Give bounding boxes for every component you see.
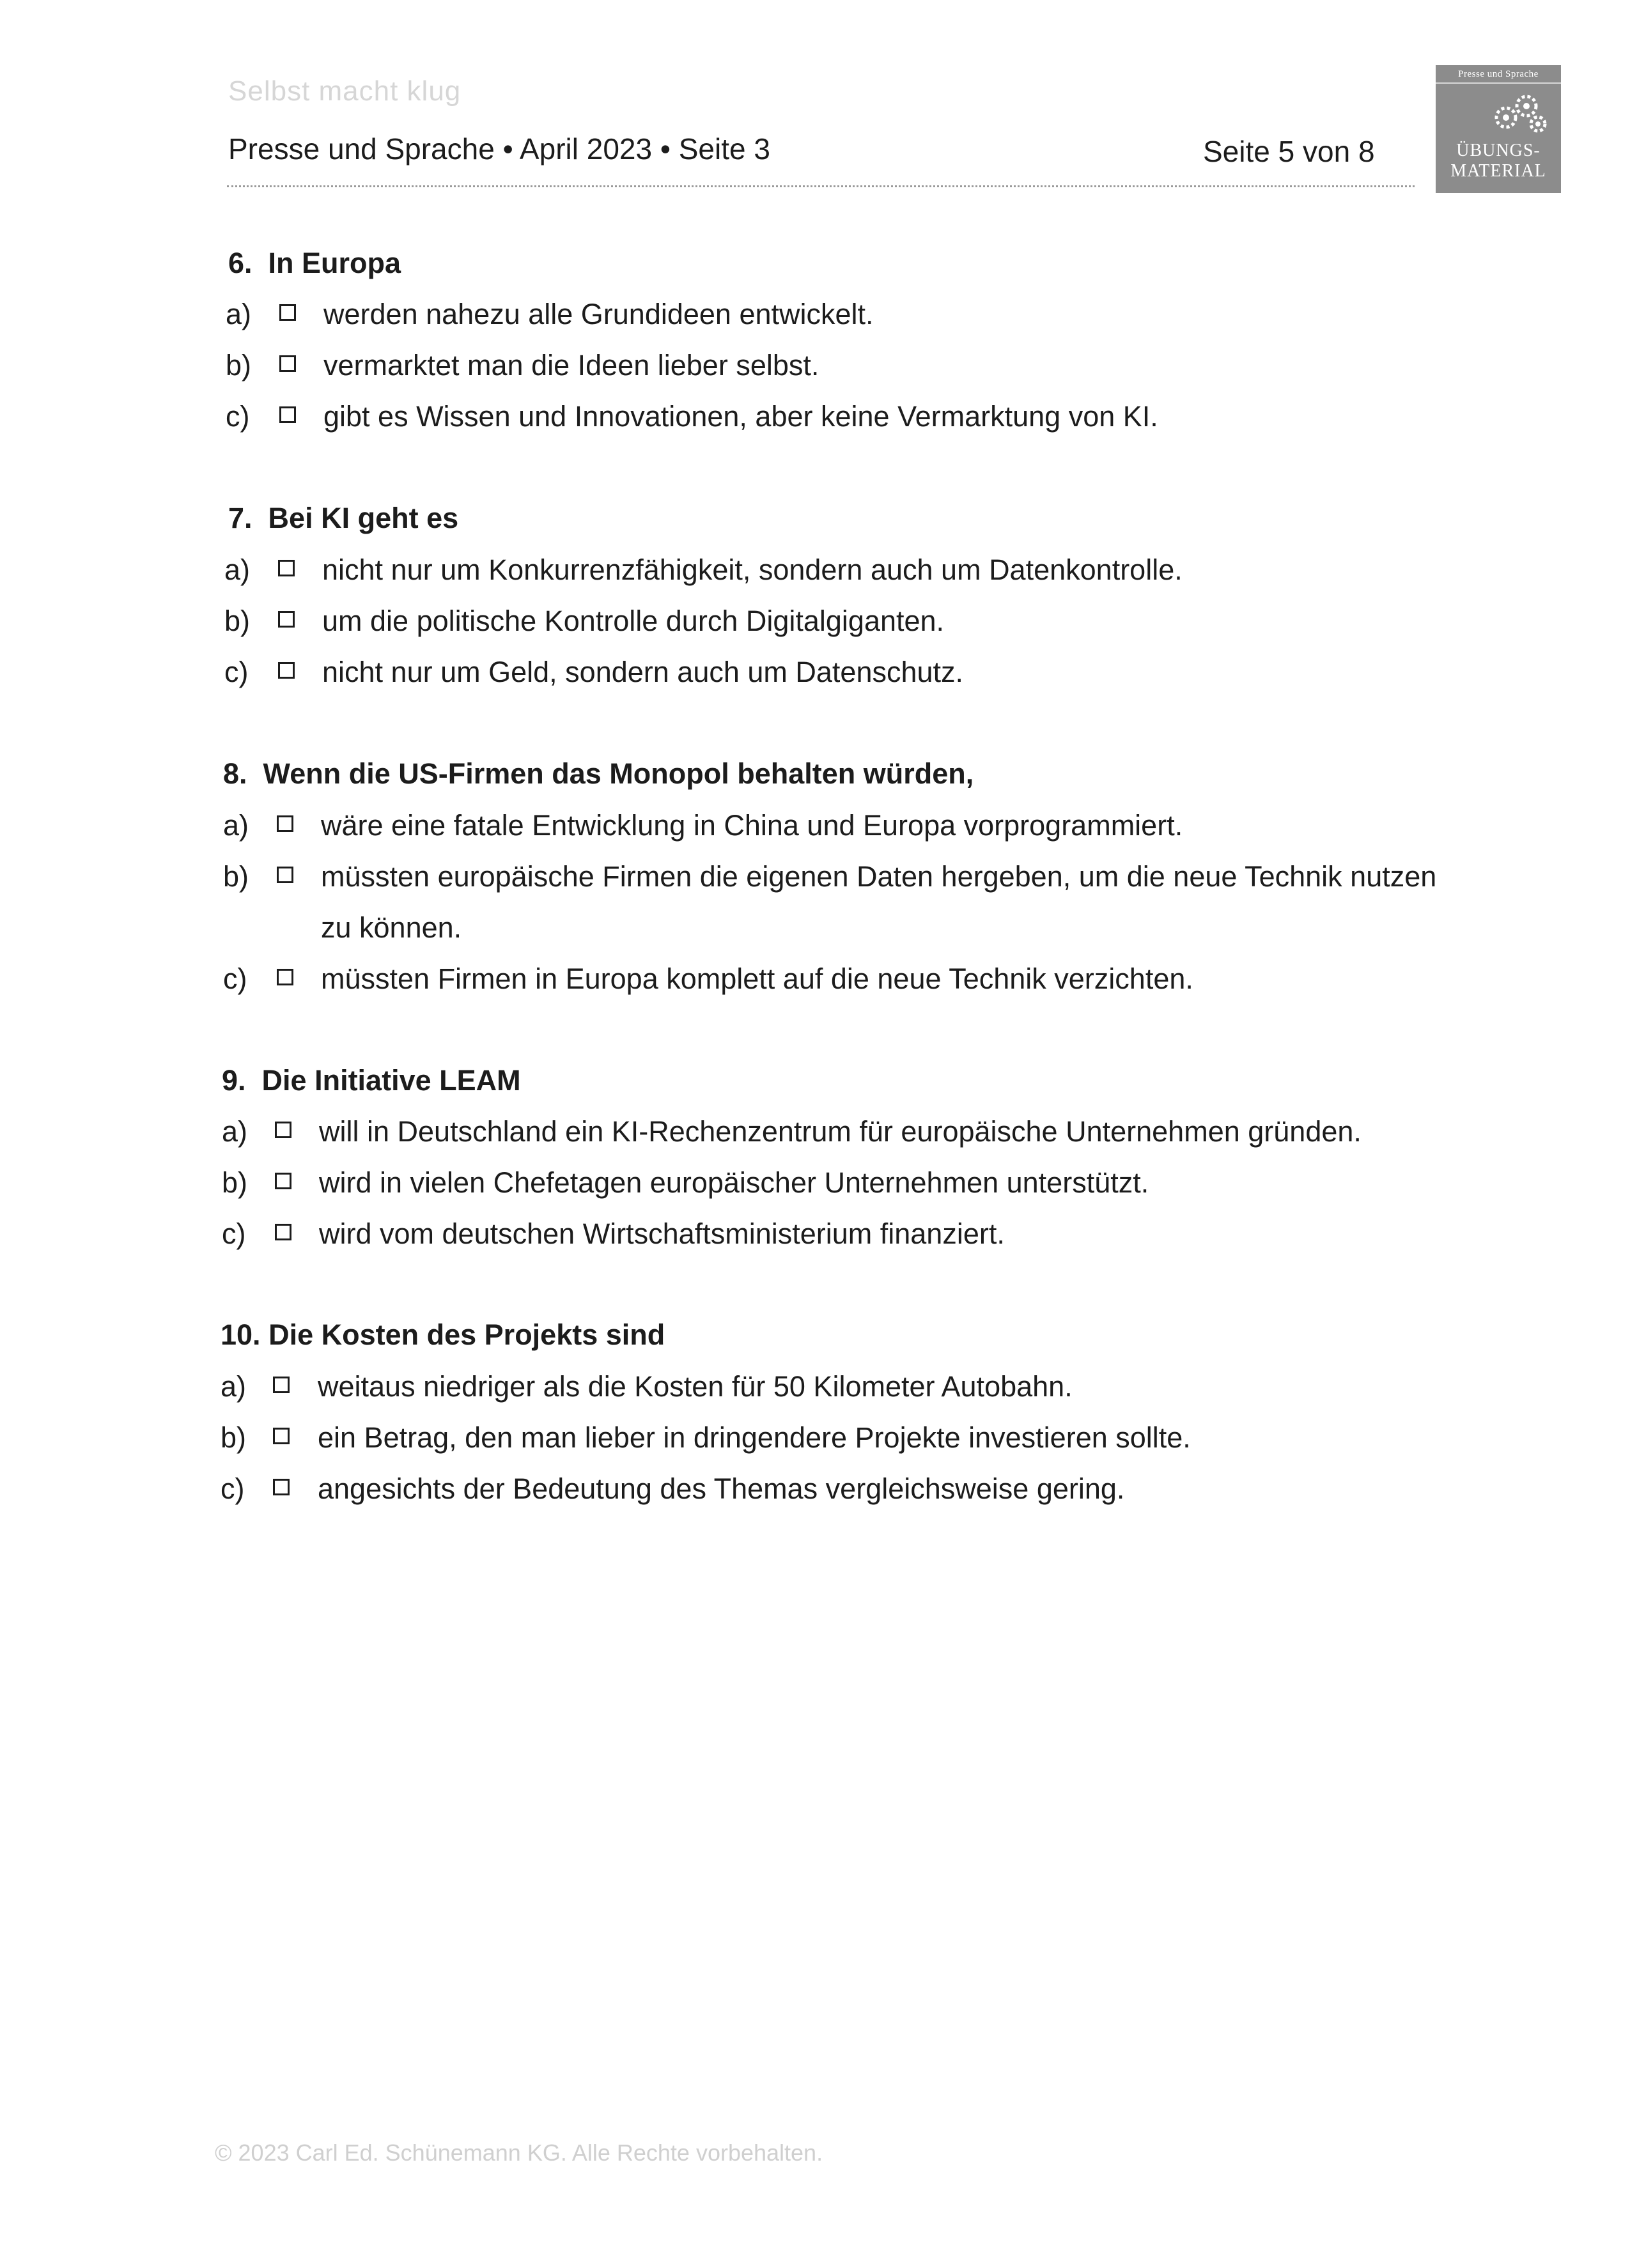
option-letter: a) xyxy=(222,1115,248,1148)
question-title: In Europa xyxy=(268,247,401,279)
question-number: 10. xyxy=(221,1318,261,1351)
option-text: angesichts der Bedeutung des Themas vergleichsweise gering. xyxy=(318,1472,1125,1505)
badge-label-line2: MATERIAL xyxy=(1450,161,1546,181)
option-letter: a) xyxy=(226,298,252,330)
option-text: müssten Firmen in Europa komplett auf die neue Technik verzichten. xyxy=(321,962,1193,995)
option-letter: b) xyxy=(221,1421,247,1454)
option-letter: c) xyxy=(226,400,250,433)
header-divider xyxy=(227,185,1415,187)
gears-icon xyxy=(1487,91,1551,135)
checkbox-icon[interactable] xyxy=(273,1479,290,1495)
question-title: Wenn die US-Firmen das Monopol behalten würden, xyxy=(263,757,974,790)
option-text: will in Deutschland ein KI-Rechenzentrum für europäische Unternehmen gründen. xyxy=(319,1115,1362,1148)
question-number: 8. xyxy=(223,757,247,790)
question-heading xyxy=(228,247,401,280)
option-letter: b) xyxy=(223,860,249,893)
question-number: 7. xyxy=(228,502,252,534)
option-text: vermarktet man die Ideen lieber selbst. xyxy=(323,349,819,382)
badge-label xyxy=(1436,141,1561,181)
option-letter: a) xyxy=(221,1370,247,1403)
checkbox-icon[interactable] xyxy=(279,304,296,321)
badge-label-line1: ÜBUNGS- xyxy=(1456,141,1541,160)
checkbox-icon[interactable] xyxy=(278,611,295,628)
checkbox-icon[interactable] xyxy=(277,867,293,883)
option-text: wäre eine fatale Entwicklung in China und Europa vorprogrammiert. xyxy=(321,809,1183,842)
option-letter: b) xyxy=(226,349,252,382)
publication-info: Presse und Sprache • April 2023 • Seite 3 xyxy=(228,132,770,166)
exercise-material-badge xyxy=(1436,65,1561,193)
question-heading xyxy=(221,1318,665,1352)
question-title: Die Initiative LEAM xyxy=(261,1064,521,1097)
brand-title: Selbst macht klug xyxy=(228,75,462,107)
checkbox-icon[interactable] xyxy=(279,355,296,372)
question-heading xyxy=(222,1064,521,1097)
option-text: werden nahezu alle Grundideen entwickelt. xyxy=(323,298,874,330)
checkbox-icon[interactable] xyxy=(277,969,293,985)
option-text: gibt es Wissen und Innovationen, aber keine Vermarktung von KI. xyxy=(323,400,1158,433)
option-letter: c) xyxy=(223,962,247,995)
badge-publisher-text: Presse und Sprache xyxy=(1436,69,1561,84)
question-heading xyxy=(228,502,458,535)
checkbox-icon[interactable] xyxy=(273,1377,290,1393)
question-heading xyxy=(223,757,974,791)
question-number: 6. xyxy=(228,247,252,279)
checkbox-icon[interactable] xyxy=(278,560,295,576)
option-text: wird in vielen Chefetagen europäischer Unternehmen unterstützt. xyxy=(319,1166,1149,1199)
option-letter: b) xyxy=(224,605,251,637)
copyright-footer: © 2023 Carl Ed. Schünemann KG. Alle Rechte vorbehalten. xyxy=(215,2140,823,2166)
option-letter: a) xyxy=(223,809,249,842)
option-text: nicht nur um Konkurrenzfähigkeit, sondern auch um Datenkontrolle. xyxy=(322,553,1183,586)
option-text: um die politische Kontrolle durch Digitalgiganten. xyxy=(322,605,945,637)
checkbox-icon[interactable] xyxy=(273,1428,290,1444)
option-letter: c) xyxy=(221,1472,245,1505)
checkbox-icon[interactable] xyxy=(278,662,295,679)
checkbox-icon[interactable] xyxy=(279,406,296,423)
question-title: Die Kosten des Projekts sind xyxy=(268,1318,665,1351)
checkbox-icon[interactable] xyxy=(275,1224,291,1240)
option-text: nicht nur um Geld, sondern auch um Datenschutz. xyxy=(322,656,964,688)
option-letter: b) xyxy=(222,1166,248,1199)
page-indicator: Seite 5 von 8 xyxy=(1203,135,1375,168)
checkbox-icon[interactable] xyxy=(277,815,293,832)
option-text: müssten europäische Firmen die eigenen Daten hergeben, um die neue Technik nutzen xyxy=(321,860,1437,893)
option-letter: a) xyxy=(224,553,251,586)
option-text: weitaus niedriger als die Kosten für 50 Kilometer Autobahn. xyxy=(318,1370,1073,1403)
option-letter: c) xyxy=(222,1217,246,1250)
option-letter: c) xyxy=(224,656,249,688)
checkbox-icon[interactable] xyxy=(275,1173,291,1189)
question-number: 9. xyxy=(222,1064,246,1097)
option-text: ein Betrag, den man lieber in dringendere Projekte investieren sollte. xyxy=(318,1421,1191,1454)
option-text: wird vom deutschen Wirtschaftsministerium finanziert. xyxy=(319,1217,1005,1250)
checkbox-icon[interactable] xyxy=(275,1122,291,1138)
question-title: Bei KI geht es xyxy=(268,502,459,534)
option-text-continuation: zu können. xyxy=(321,911,462,944)
